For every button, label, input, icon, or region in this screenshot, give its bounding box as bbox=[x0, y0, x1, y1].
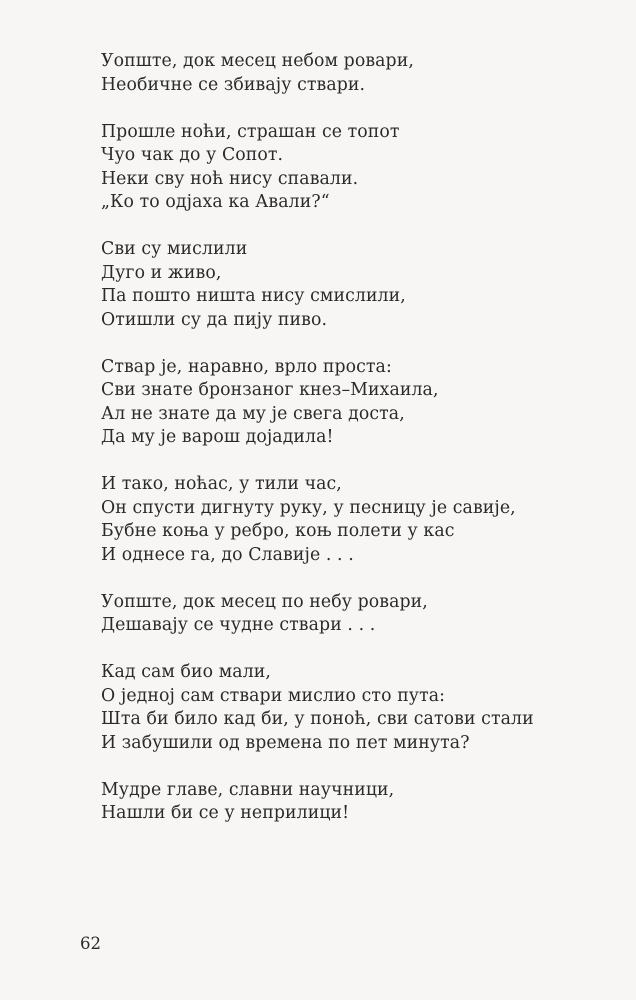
poem-line: Кад сам био мали, bbox=[101, 662, 271, 682]
stanza bbox=[101, 473, 621, 567]
poem-line: И тако, ноћас, у тили час, bbox=[101, 474, 342, 494]
poem-text bbox=[101, 50, 621, 849]
poem-line: Необичне се збивају ствари. bbox=[101, 74, 366, 95]
poem-line: Бубне коња у ребро, коњ полети у кас bbox=[101, 521, 455, 541]
poem-line: Чуо чак до у Сопот. bbox=[101, 145, 284, 165]
poem-line: Дуго и живо, bbox=[101, 262, 222, 283]
poem-line: Сви знате бронзаног кнез–Михаила, bbox=[101, 380, 439, 400]
poem-line: И однесе га, до Славије . . . bbox=[101, 544, 354, 565]
poem-line: Ствар је, наравно, врло проста: bbox=[101, 356, 392, 377]
stanza bbox=[101, 356, 621, 450]
poem-line: Да му је варош дојадила! bbox=[101, 427, 334, 447]
stanza bbox=[101, 121, 621, 215]
poem-line: О једној сам ствари мислио сто пута: bbox=[101, 685, 446, 706]
poem-line: Мудре главе, славни научници, bbox=[101, 779, 395, 800]
poem-line: Прошле ноћи, страшан се топот bbox=[101, 121, 400, 142]
stanza bbox=[101, 779, 621, 826]
stanza bbox=[101, 661, 621, 755]
page-number: 62 bbox=[80, 934, 101, 953]
poem-line: И забушили од времена по пет минута? bbox=[101, 732, 470, 753]
poem-line: Уопште, док месец по небу ровари, bbox=[101, 591, 428, 612]
poem-line: Неки сву ноћ нису спавали. bbox=[101, 168, 359, 189]
stanza bbox=[101, 591, 621, 638]
poem-line: Он спусти дигнуту руку, у песницу је савије, bbox=[101, 497, 516, 518]
stanza bbox=[101, 238, 621, 332]
poem-line: „Ко то одјаха ка Авали?“ bbox=[101, 192, 330, 212]
poem-line: Уопште, док месец небом ровари, bbox=[101, 51, 414, 71]
poem-line: Шта би било кад би, у поноћ, сви сатови стали bbox=[101, 709, 534, 729]
poem-line: Па пошто ништа нису смислили, bbox=[101, 286, 406, 306]
poem-line: Дешавају се чудне ствари . . . bbox=[101, 615, 376, 635]
poem-line: Сви су мислили bbox=[101, 239, 248, 259]
poem-line: Отишли су да пију пиво. bbox=[101, 309, 328, 330]
poem-line: Ал не знате да му је свега доста, bbox=[101, 403, 405, 424]
stanza bbox=[101, 50, 621, 97]
poem-line: Нашли би се у неприлици! bbox=[101, 803, 350, 823]
